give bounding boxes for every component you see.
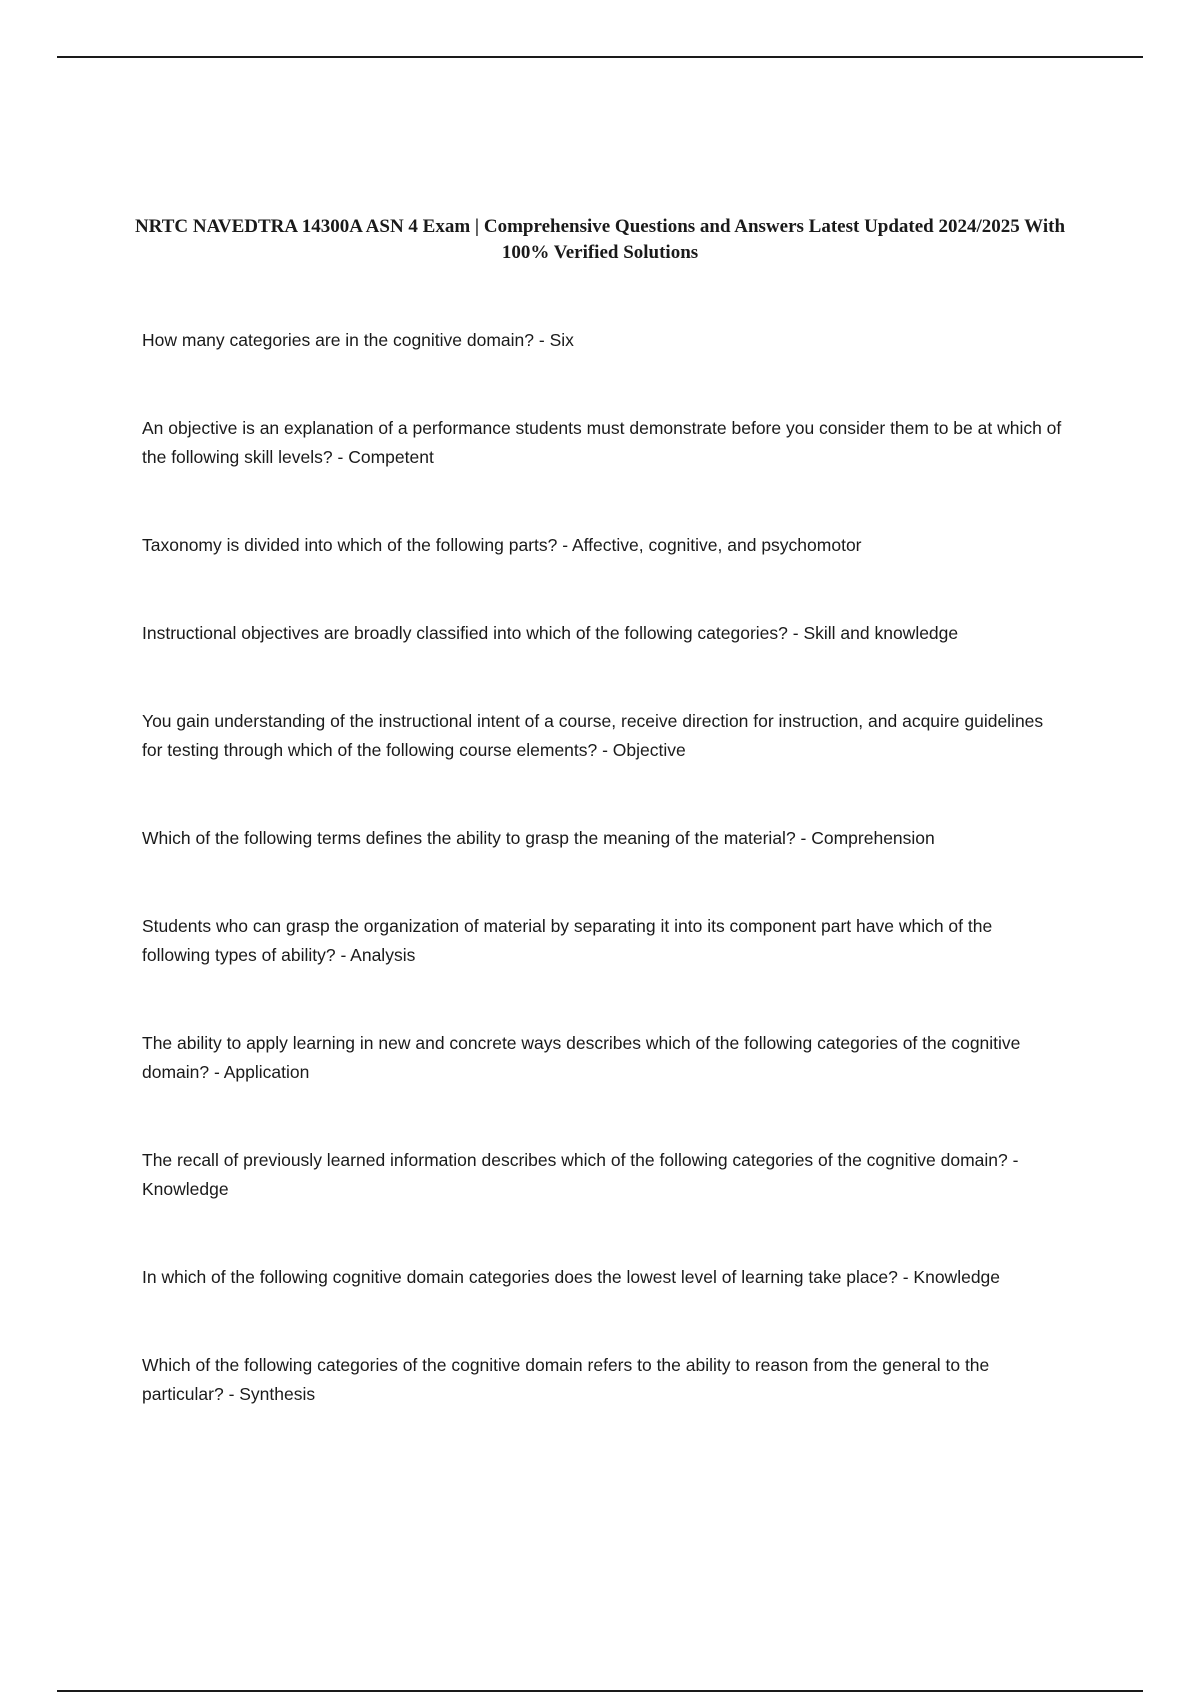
qa-list [142, 326, 1062, 1409]
qa-item-6: Which of the following terms defines the ability to grasp the meaning of the material? - Comprehension [142, 828, 935, 848]
qa-item-10: In which of the following cognitive domain categories does the lowest level of learning take place? - Knowledge [142, 1267, 1001, 1287]
qa-item-3: Taxonomy is divided into which of the following parts? - Affective, cognitive, and psychomotor [142, 535, 862, 555]
qa-item-7: Students who can grasp the organization of material by separating it into its component part have which of the following types of ability? - Analysis [142, 916, 993, 965]
qa-item-1: How many categories are in the cognitive domain? - Six [142, 330, 574, 350]
qa-item-9: The recall of previously learned information describes which of the following categories of the cognitive domain? - Knowledge [142, 1150, 1019, 1199]
bottom-rule [57, 1690, 1143, 1692]
document-title: NRTC NAVEDTRA 14300A ASN 4 Exam | Comprehensive Questions and Answers Latest Updated 2024/2025 With 100% Verified Solutions [134, 216, 1066, 263]
qa-item-8: The ability to apply learning in new and concrete ways describes which of the following categories of the cognitive domain? - Application [142, 1033, 1021, 1082]
qa-item-11: Which of the following categories of the cognitive domain refers to the ability to reason from the general to the particular? - Synthesis [142, 1355, 990, 1404]
top-rule [57, 56, 1143, 58]
qa-item-5: You gain understanding of the instructional intent of a course, receive direction for instruction, and acquire guidelines for testing through which of the following course elements? - Objective [142, 711, 1044, 760]
qa-item-2: An objective is an explanation of a performance students must demonstrate before you consider them to be at which of the following skill levels? - Competent [142, 418, 1062, 467]
qa-item-4: Instructional objectives are broadly classified into which of the following categories? - Skill and knowledge [142, 623, 959, 643]
